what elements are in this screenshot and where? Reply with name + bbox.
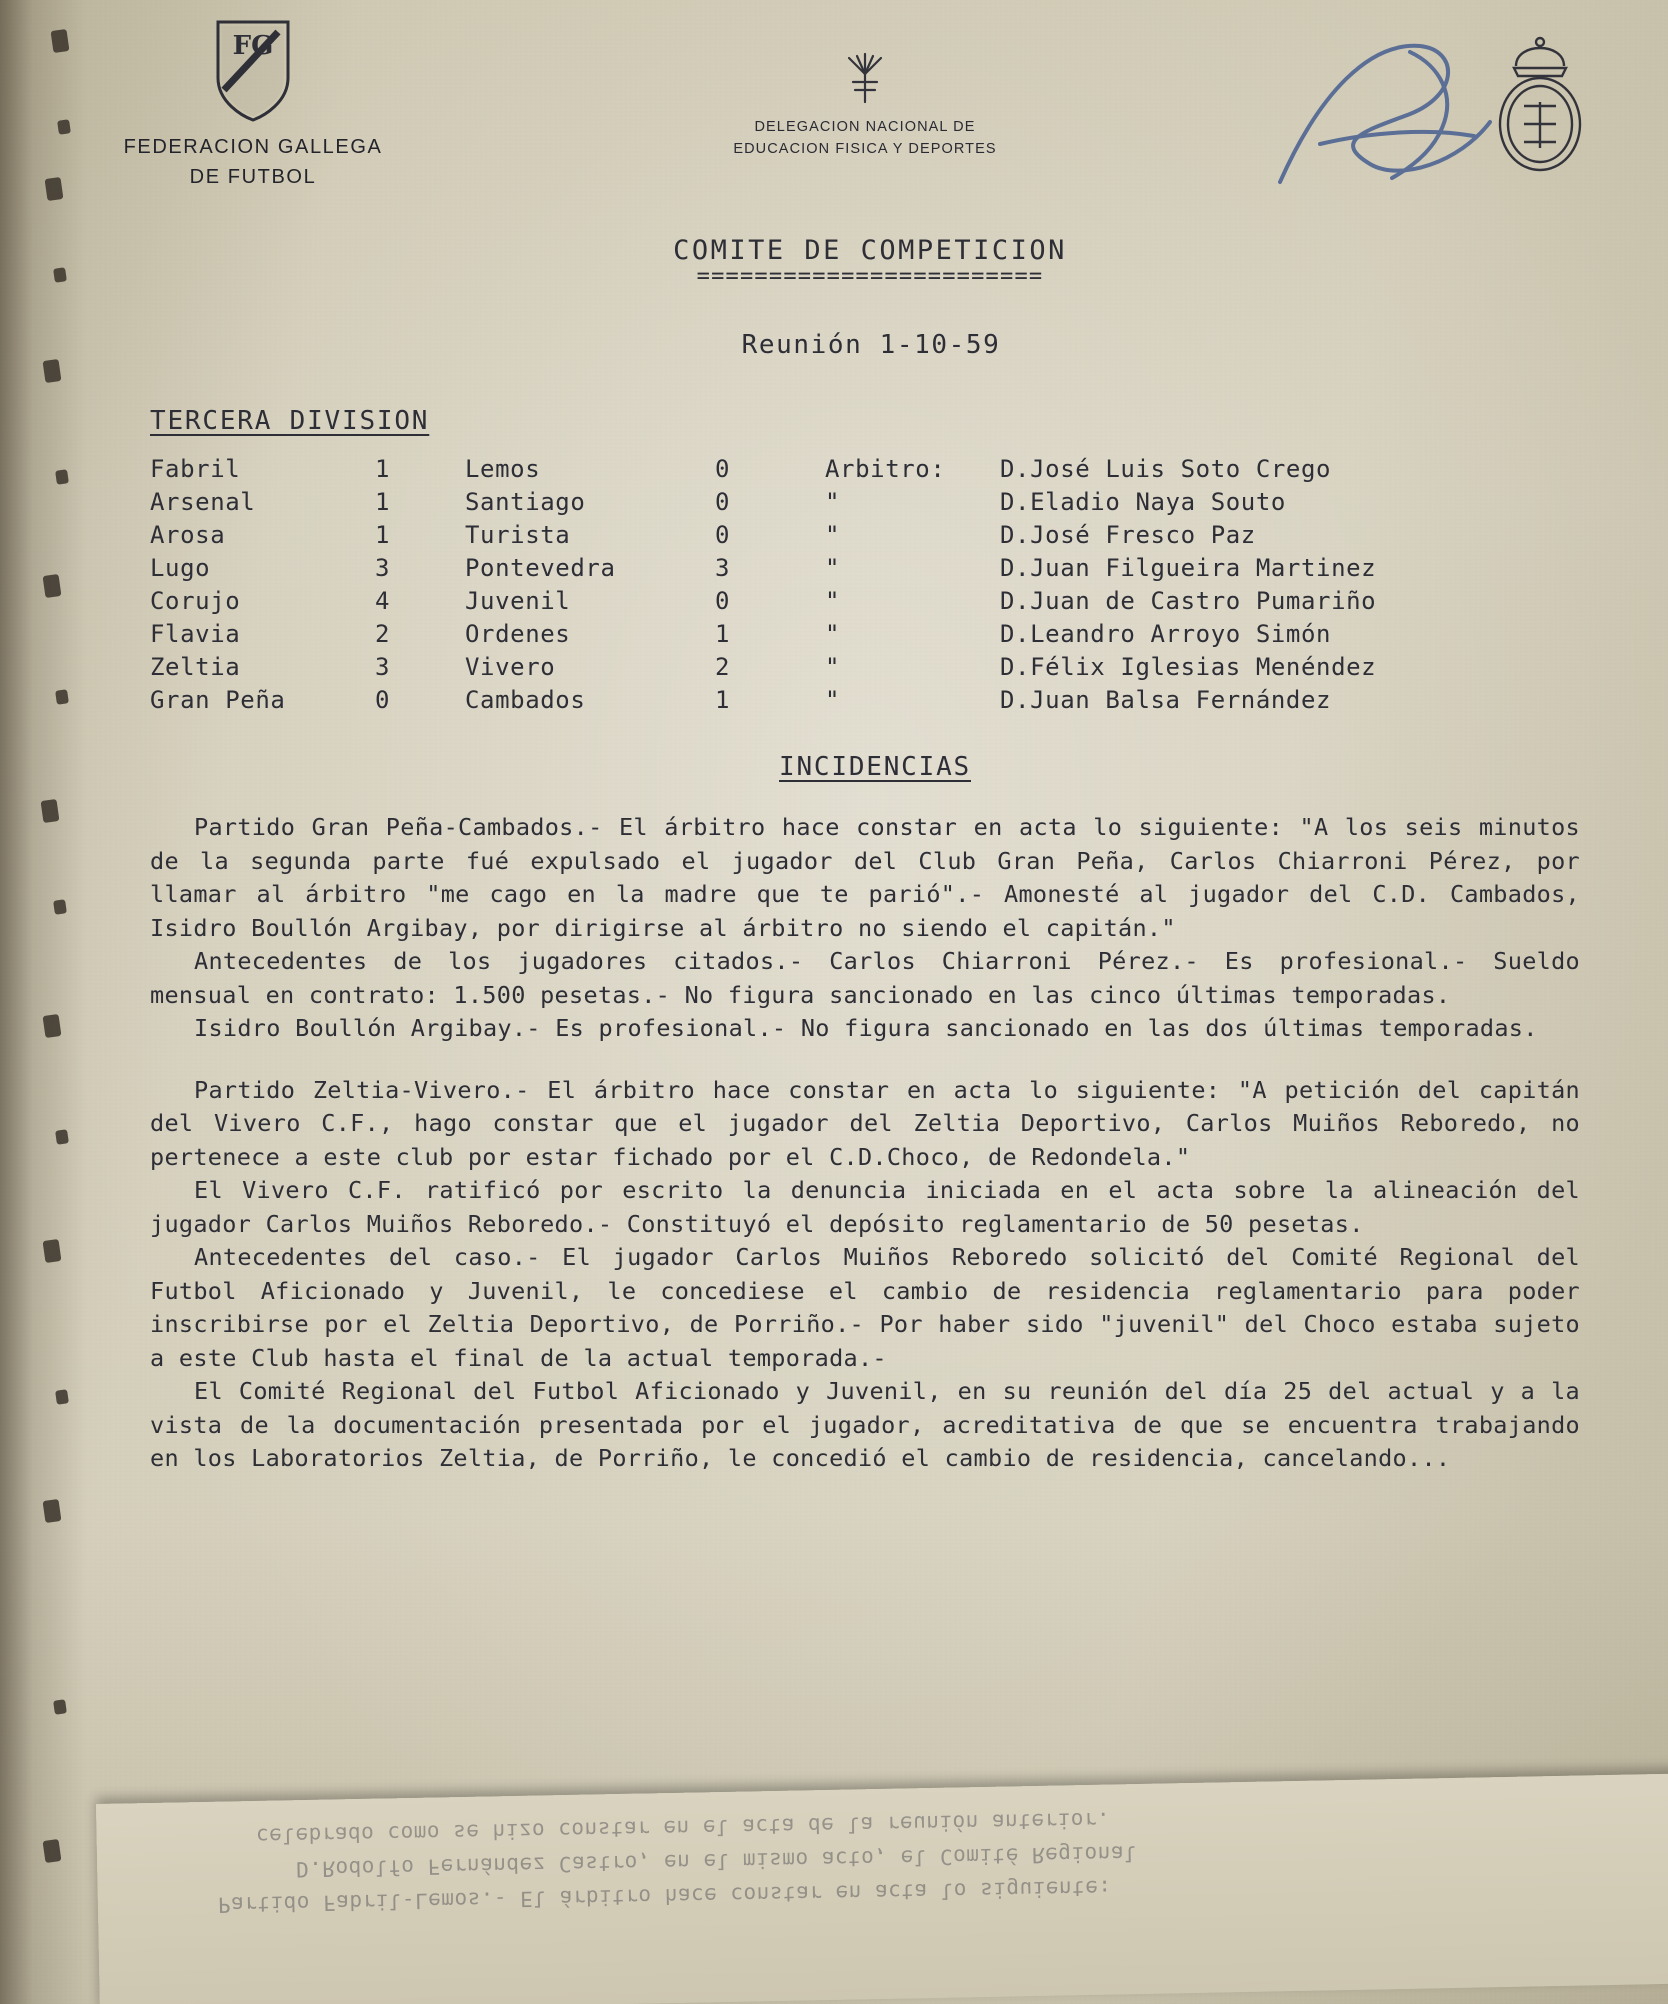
results-table bbox=[150, 453, 1376, 717]
punch-hole bbox=[43, 1239, 62, 1263]
referee-name: D.José Fresco Paz bbox=[1000, 521, 1256, 549]
away-goals: 0 bbox=[715, 521, 731, 549]
punch-hole bbox=[43, 574, 62, 598]
title-rule: ======================== bbox=[696, 264, 1044, 289]
punch-hole bbox=[43, 359, 62, 383]
home-goals: 3 bbox=[375, 554, 391, 582]
division-heading: TERCERA DIVISION bbox=[150, 406, 430, 436]
away-goals: 0 bbox=[715, 488, 731, 516]
incident-paragraph-1: Partido Gran Peña-Cambados.- El árbitro hace constar en acta lo siguiente: "A los seis minutos de la segunda parte fué expulsado el jugador del Club Gran Peña, Carlos Chiarroni Pérez, por llamar al árbitro "me cago en la madre que te parió".- Amonesté al jugador del C.D. Cambados, Isidro Boullón Argibay, por dirigirse al árbitro no siendo el capitán." bbox=[150, 813, 1580, 942]
home-team: Zeltia bbox=[150, 653, 241, 681]
home-goals: 1 bbox=[375, 521, 391, 549]
federation-name-line1: FEDERACION GALLEGA bbox=[123, 136, 383, 158]
delegation-name-line2: EDUCACION FISICA Y DEPORTES bbox=[733, 141, 997, 158]
table-row bbox=[150, 585, 1376, 618]
away-team: Pontevedra bbox=[465, 554, 616, 582]
away-goals: 1 bbox=[715, 620, 731, 648]
table-row bbox=[150, 651, 1376, 684]
referee-name: D.Félix Iglesias Menéndez bbox=[1000, 653, 1377, 681]
referee-label: " bbox=[825, 620, 841, 648]
punch-hole bbox=[43, 1014, 62, 1038]
overlapping-sheet bbox=[96, 1773, 1668, 2004]
national-delegation-emblem-icon bbox=[835, 52, 895, 106]
table-row bbox=[150, 486, 1376, 519]
incident-paragraph-7: El Comité Regional del Futbol Aficionado y Juvenil, en su reunión del día 25 del actual y a la vista de la documentación presentada por el jugador, acreditativa de que se encuentra trabajando en los Laboratorios Zeltia, de Porriño, le concedió el cambio de residencia, cancelando... bbox=[150, 1377, 1580, 1472]
table-row bbox=[150, 552, 1376, 585]
referee-label: " bbox=[825, 587, 841, 615]
federation-crest-icon bbox=[212, 18, 294, 122]
table-row bbox=[150, 453, 1376, 486]
federation-name-line2: DE FUTBOL bbox=[189, 166, 317, 188]
incident-paragraph-6: Antecedentes del caso.- El jugador Carlos Muiños Reboredo solicitó del Comité Regional del Futbol Aficionado y Juvenil, le concediese el cambio de residencia reglamentario para poder inscribirse por el Zeltia Deportivo, de Porriño.- Por haber sido "juvenil" del Choco estaba sujeto a este Club hasta el final de la actual temporada.- bbox=[150, 1243, 1580, 1372]
incident-paragraph-5: El Vivero C.F. ratificó por escrito la denuncia iniciada en el acta sobre la alineación del jugador Carlos Muiños Reboredo.- Constituyó el depósito reglamentario de 50 pesetas. bbox=[150, 1176, 1580, 1238]
home-goals: 1 bbox=[375, 488, 391, 516]
away-team: Santiago bbox=[465, 488, 586, 516]
home-goals: 2 bbox=[375, 620, 391, 648]
home-team: Gran Peña bbox=[150, 686, 286, 714]
away-team: Cambados bbox=[465, 686, 586, 714]
referee-label: Arbitro: bbox=[825, 455, 946, 483]
punch-hole bbox=[57, 119, 71, 135]
away-goals: 2 bbox=[715, 653, 731, 681]
home-team: Arsenal bbox=[150, 488, 256, 516]
incidents-heading-wrap bbox=[100, 751, 1650, 783]
referee-name: D.Leandro Arroyo Simón bbox=[1000, 620, 1332, 648]
punch-hole bbox=[43, 1499, 62, 1523]
away-team: Turista bbox=[465, 521, 571, 549]
punch-hole bbox=[53, 1699, 67, 1715]
home-goals: 4 bbox=[375, 587, 391, 615]
royal-crest-area bbox=[1420, 22, 1600, 172]
referee-label: " bbox=[825, 554, 841, 582]
referee-name: D.Juan Filgueira Martinez bbox=[1000, 554, 1377, 582]
away-goals: 0 bbox=[715, 455, 731, 483]
referee-label: " bbox=[825, 521, 841, 549]
home-goals: 0 bbox=[375, 686, 391, 714]
referee-label: " bbox=[825, 488, 841, 516]
away-goals: 0 bbox=[715, 587, 731, 615]
away-team: Lemos bbox=[465, 455, 541, 483]
punch-hole bbox=[51, 29, 70, 53]
punch-hole bbox=[55, 1389, 69, 1405]
home-team: Fabril bbox=[150, 455, 241, 483]
referee-name: D.Juan Balsa Fernández bbox=[1000, 686, 1332, 714]
national-delegation-header bbox=[700, 52, 1030, 161]
punch-hole bbox=[55, 1129, 69, 1145]
home-goals: 1 bbox=[375, 455, 391, 483]
table-row bbox=[150, 618, 1376, 651]
home-goals: 3 bbox=[375, 653, 391, 681]
away-team: Ordenes bbox=[465, 620, 571, 648]
home-team: Corujo bbox=[150, 587, 241, 615]
referee-label: " bbox=[825, 686, 841, 714]
home-team: Flavia bbox=[150, 620, 241, 648]
punch-hole bbox=[45, 177, 64, 201]
royal-crowned-crest-icon bbox=[1480, 32, 1600, 182]
referee-name: D.Eladio Naya Souto bbox=[1000, 488, 1286, 516]
show-through-text: Partido Fabril-Lemos.- El árbitro hace constar en acta lo siguiente: D.Rodolfo Fernández Castro, en el mismo acto, el Comité Regional celebrado como se hizo constar en el acta de la reunión anterior. bbox=[216, 1807, 1138, 1917]
home-team: Lugo bbox=[150, 554, 211, 582]
punch-hole bbox=[55, 469, 69, 485]
punch-hole bbox=[43, 1839, 62, 1863]
table-row bbox=[150, 684, 1376, 717]
referee-label: " bbox=[825, 653, 841, 681]
page-title: COMITE DE COMPETICION bbox=[673, 235, 1067, 266]
away-team: Juvenil bbox=[465, 587, 571, 615]
punch-hole bbox=[41, 799, 60, 823]
table-row bbox=[150, 519, 1376, 552]
referee-name: D.José Luis Soto Crego bbox=[1000, 455, 1332, 483]
punch-hole bbox=[55, 689, 69, 705]
away-team: Vivero bbox=[465, 653, 556, 681]
svg-text:FG: FG bbox=[232, 31, 274, 61]
incident-paragraph-4: Partido Zeltia-Vivero.- El árbitro hace constar en acta lo siguiente: "A petición del capitán del Vivero C.F., hago constar que el jugador del Zeltia Deportivo, Carlos Muiños Reboredo, no pertenece a este club por estar fichado por el C.D.Choco, de Redondela." bbox=[150, 1075, 1580, 1171]
punch-hole bbox=[53, 899, 67, 915]
incident-paragraph-3: Isidro Boullón Argibay.- Es profesional.- No figura sancionado en las dos últimas temporadas. bbox=[194, 1014, 1538, 1042]
home-team: Arosa bbox=[150, 521, 226, 549]
delegation-name-line1: DELEGACION NACIONAL DE bbox=[754, 119, 976, 135]
away-goals: 3 bbox=[715, 554, 731, 582]
incidents-heading: INCIDENCIAS bbox=[779, 752, 971, 782]
meeting-date: Reunión 1-10-59 bbox=[741, 330, 1001, 360]
away-goals: 1 bbox=[715, 686, 731, 714]
document-body bbox=[150, 235, 1650, 1476]
punch-hole bbox=[53, 267, 67, 283]
referee-name: D.Juan de Castro Pumariño bbox=[1000, 587, 1377, 615]
incident-paragraph-2: Antecedentes de los jugadores citados.- Carlos Chiarroni Pérez.- Es profesional.- Sueldo mensual en contrato: 1.500 pesetas.- No figura sancionado en las cinco últimas temporadas. bbox=[150, 947, 1580, 1009]
federation-header bbox=[108, 18, 398, 192]
